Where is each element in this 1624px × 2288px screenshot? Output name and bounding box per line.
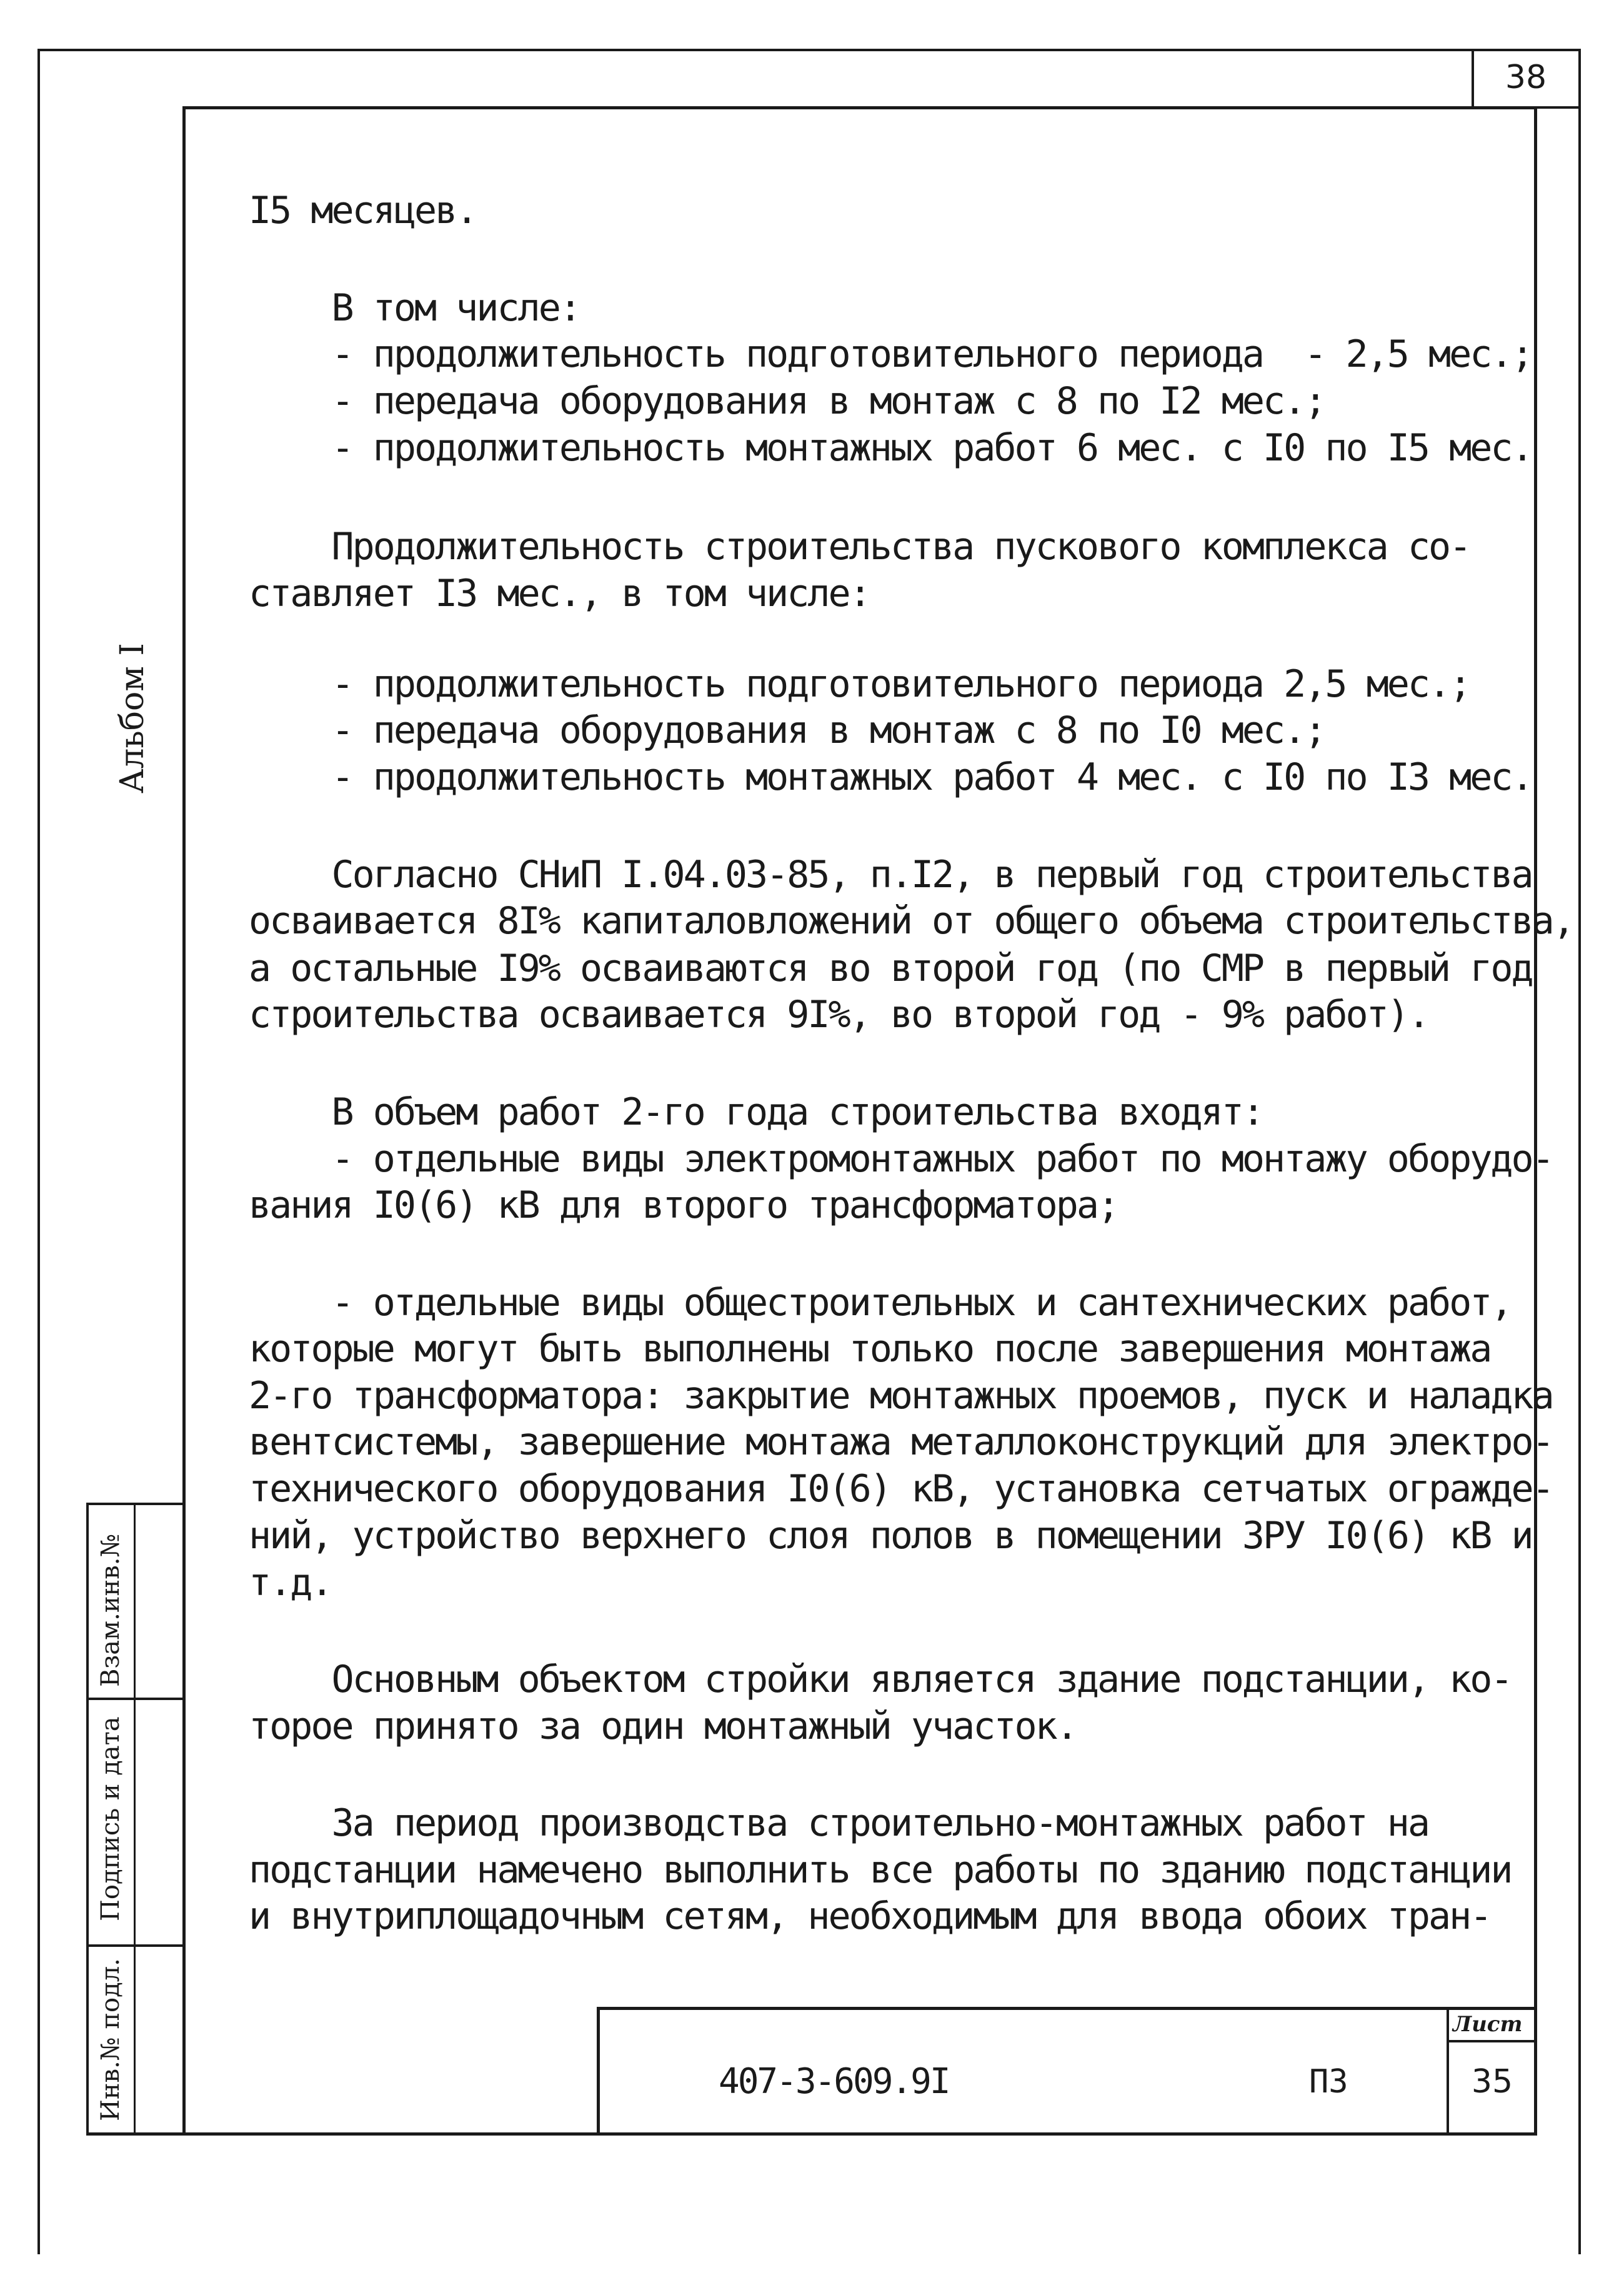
text-line: Согласно СНиП I.04.03-85, п.I2, в первый год строительства — [249, 853, 1532, 897]
album-label: Альбом I — [114, 643, 151, 793]
title-block-top — [597, 2007, 1537, 2010]
text-line: технического оборудования I0(6) кВ, установка сетчатых огражде- — [249, 1467, 1553, 1511]
text-line: вания I0(6) кВ для второго трансформатора; — [249, 1183, 1118, 1227]
title-block-left — [597, 2007, 600, 2136]
text-line: - передача оборудования в монтаж с 8 по I2 мес.; — [249, 379, 1325, 423]
text-line: I5 месяцев. — [249, 189, 477, 232]
page-number-box-left — [1472, 49, 1474, 108]
text-line: и внутриплощадочным сетям, необходимым для ввода обоих тран- — [249, 1894, 1491, 1938]
text-line: ставляет I3 мес., в том числе: — [249, 572, 870, 615]
stamp-replacement-inv: Взам.инв.№ — [96, 1533, 125, 1687]
outer-frame-top — [37, 49, 1581, 51]
sheet-label: Лист — [1453, 2012, 1523, 2037]
text-line: а остальные I9% осваиваются во второй год (по СМР в первый год — [249, 947, 1532, 990]
text-line: Основным объектом стройки является здание подстанции, ко- — [249, 1658, 1512, 1701]
text-line: - отдельные виды электромонтажных работ по монтажу оборудо- — [249, 1137, 1553, 1181]
stamp-divider — [134, 1503, 136, 2136]
text-line: - передача оборудования в монтаж с 8 по I0 мес.; — [249, 709, 1325, 752]
text-line: В том числе: — [249, 286, 580, 330]
text-line: Продолжительность строительства пускового комплекса со- — [249, 525, 1470, 569]
outer-frame-right — [1578, 49, 1581, 2254]
stamp-left — [86, 1503, 89, 2136]
text-line: - продолжительность подготовительного периода - 2,5 мес.; — [249, 332, 1532, 376]
inner-frame-right — [1534, 106, 1537, 2136]
title-block-sheet-divider — [1447, 2040, 1537, 2042]
text-line: торое принято за один монтажный участок. — [249, 1704, 1077, 1748]
stamp-inv-number: Инв.№ подл. — [96, 1958, 125, 2121]
outer-frame-left — [37, 49, 40, 2254]
text-line: - продолжительность монтажных работ 4 мес. с I0 по I3 мес. — [249, 755, 1532, 799]
text-line: За период производства строительно-монтажных работ на — [249, 1801, 1429, 1845]
text-line: - продолжительность подготовительного периода 2,5 мес.; — [249, 662, 1470, 706]
text-line: строительства осваивается 9I%, во второй год - 9% работ). — [249, 993, 1429, 1037]
text-line: ний, устройство верхнего слоя полов в помещении ЗРУ I0(6) кВ и — [249, 1514, 1532, 1558]
inner-frame-left — [182, 106, 186, 2136]
stamp-row-2 — [86, 1944, 185, 1947]
stamp-signature-date: Подпись и дата — [96, 1716, 125, 1921]
text-line: - продолжительность монтажных работ 6 мес. с I0 по I5 мес. — [249, 426, 1532, 470]
sheet-number: 35 — [1471, 2063, 1513, 2101]
text-line: которые могут быть выполнены только после завершения монтажа — [249, 1327, 1491, 1371]
stamp-top — [86, 1503, 185, 1505]
inner-frame-bottom — [86, 2132, 1537, 2136]
title-block-sheet-left — [1447, 2007, 1449, 2136]
stamp-row-1 — [86, 1698, 185, 1700]
text-line: осваивается 8I% капиталовложений от общего объема строительства, — [249, 899, 1573, 943]
text-line: 2-го трансформатора: закрытие монтажных проемов, пуск и наладка — [249, 1374, 1553, 1418]
text-line: вентсистемы, завершение монтажа металлоконструкций для электро- — [249, 1420, 1553, 1464]
document-code: 407-3-609.9I — [719, 2061, 949, 2102]
text-line: В объем работ 2-го года строительства входят: — [249, 1090, 1263, 1134]
text-line: - отдельные виды общестроительных и сантехнических работ, — [249, 1281, 1512, 1325]
document-type: ПЗ — [1309, 2063, 1348, 2101]
page-number-top: 38 — [1505, 59, 1547, 96]
text-line: подстанции намечено выполнить все работы по зданию подстанции — [249, 1848, 1512, 1892]
text-line: т.д. — [249, 1561, 332, 1604]
inner-frame-top — [182, 106, 1537, 109]
